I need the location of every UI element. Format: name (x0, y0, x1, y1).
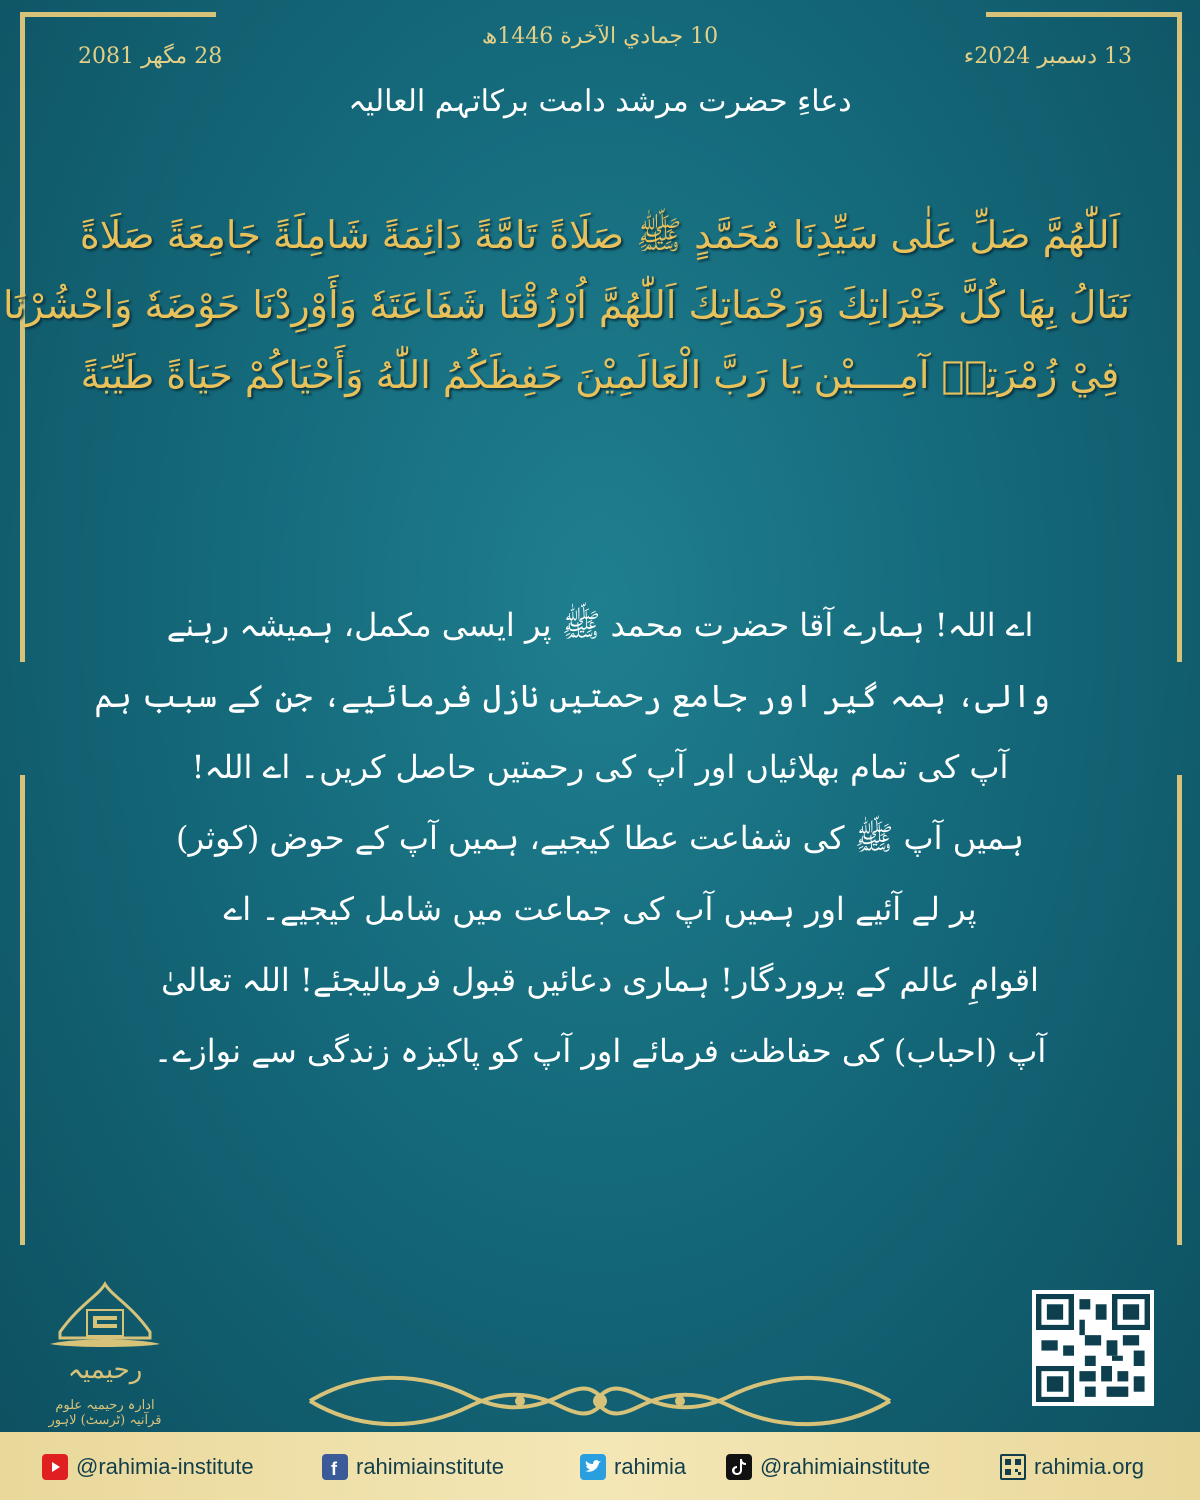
twitter-handle: rahimia (614, 1454, 687, 1479)
urdu-line: اقوامِ عالم کے پروردگار! ہماری دعائیں قبول فرمالیجئے! اللہ تعالیٰ (161, 961, 1039, 999)
urdu-line: آپ کی تمام بھلائیاں اور آپ کی رحمتیں حاصل کریں۔ اے اللہ! (191, 748, 1009, 786)
urdu-line: پر لے آئیے اور ہمیں آپ کی جماعت میں شامل کیجیے۔ اے (223, 890, 977, 928)
ornament-divider-icon (300, 1366, 900, 1436)
rahimia-logo (40, 1280, 170, 1440)
tiktok-handle: @rahimiainstitute (760, 1454, 931, 1479)
facebook-handle: rahimiainstitute (356, 1454, 504, 1479)
tiktok-icon (726, 1454, 752, 1480)
website-link[interactable] (1000, 1454, 1144, 1480)
twitter-icon (580, 1454, 606, 1480)
qr-code[interactable] (1032, 1290, 1154, 1406)
bikrami-date: 28 مگھر 2081 (78, 44, 223, 69)
hijri-date: 10 جمادي الآخرة 1446ھ (481, 24, 719, 49)
frame-left-lower (20, 775, 25, 1245)
urdu-translation (94, 590, 1050, 1087)
urdu-line: آپ (احباب) کی حفاظت فرمائے اور آپ کو پاکیزہ زندگی سے نوازے۔ (153, 1032, 1047, 1070)
social-footer (0, 1432, 1200, 1500)
svg-text:f: f (331, 1459, 337, 1479)
arabic-dua (3, 200, 1130, 410)
logo-subtitle: ادارہ رحیمیہ علوم قرآنیہ (ٹرسٹ) لاہور (48, 1398, 162, 1428)
facebook-link[interactable] (322, 1454, 504, 1480)
urdu-line: والی، ہمہ گیر اور جامع رحمتیں نازل فرمائیے، جن کے سبب ہم (94, 677, 1050, 715)
tiktok-link[interactable] (726, 1454, 930, 1480)
page-title: دعاءِ حضرت مرشد دامت برکاتہم العالیہ (348, 84, 852, 119)
arabic-line: نَنَالُ بِهَا كُلَّ خَيْرَاتِكَ وَرَحْمَاتِكَ اَللّٰهُمَّ اُرْزُقْنَا شَفَاعَتَهٗ وَأَوْرِدْنَا حَوْضَهٗ وَاحْشُرْنَا (3, 283, 1130, 327)
logo-emblem-icon (40, 1280, 170, 1400)
frame-top-left (20, 12, 216, 17)
frame-top-right (986, 12, 1182, 17)
website-url: rahimia.org (1034, 1454, 1145, 1479)
youtube-handle: @rahimia-institute (76, 1454, 254, 1479)
facebook-icon (322, 1454, 348, 1480)
web-qr-icon (1000, 1454, 1026, 1480)
youtube-link[interactable] (42, 1454, 254, 1480)
qr-code-icon (1036, 1294, 1150, 1402)
logo-name: رحیمیہ (67, 1355, 143, 1385)
youtube-icon (42, 1454, 68, 1480)
gregorian-date: 13 دسمبر 2024ء (963, 44, 1132, 69)
urdu-line: اے اللہ! ہمارے آقا حضرت محمد ﷺ پر ایسی مکمل، ہمیشہ رہنے (166, 606, 1034, 644)
twitter-link[interactable] (580, 1454, 686, 1480)
arabic-line: فِيْ زُمْرَتِهٖ آمِــــيْن يَا رَبَّ الْعَالَمِيْنَ حَفِظَكُمُ اللّٰهُ وَأَحْيَاكُمْ حَيَاةً طَيِّبَةً (80, 353, 1120, 397)
frame-right-lower (1177, 775, 1182, 1245)
urdu-line: ہمیں آپ ﷺ کی شفاعت عطا کیجیے، ہمیں آپ کے حوض (کوثر) (176, 819, 1024, 857)
arabic-line: اَللّٰهُمَّ صَلِّ عَلٰى سَيِّدِنَا مُحَمَّدٍ ﷺ صَلَاةً تَامَّةً دَائِمَةً شَامِلَةً جَامِعَةً صَلَاةً (79, 213, 1121, 257)
